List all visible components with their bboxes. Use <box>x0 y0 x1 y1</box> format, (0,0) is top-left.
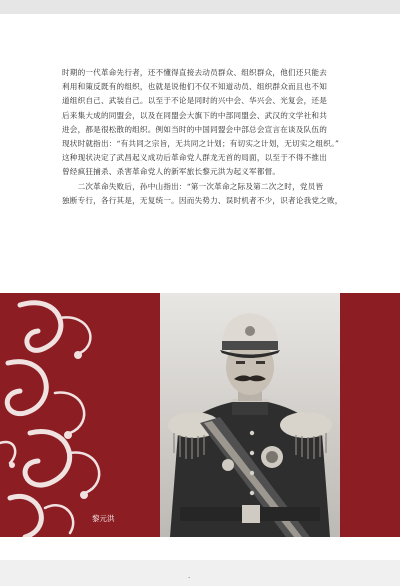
photo-caption: 黎元洪 <box>92 514 115 523</box>
text-line: 道组织自己、武装自己。以至于不论是同时的兴中会、华兴会、光复会，还是 <box>62 96 327 106</box>
text-line: 独断专行，各行其是，无复统一。因而失势力、误时机者不少，识者论我党之败， <box>62 195 343 205</box>
text-line: 时期的一代革命先行者，还不懂得直接去动员群众、组织群众，他们还只能去 <box>62 68 327 77</box>
top-margin-bar <box>0 0 400 14</box>
text-line: 曾经疯狂捕杀、杀害革命党人的新军旅长黎元洪为起义军都督。 <box>62 167 281 177</box>
text-line: 利用和策反既有的组织，也就是说他们不仅不知道动员、组织群众而且也不知 <box>62 82 327 92</box>
page-mark: · <box>188 574 191 582</box>
text-line: 后来集大成的同盟会，以及在同盟会大旗下的中部同盟会、武汉的文学社和共 <box>62 110 327 120</box>
text-line: 进会，都是很松散的组织。例如当时的中国同盟会中部总会宣言在谈及队伍的 <box>62 124 327 134</box>
text-line: 这种现状决定了武昌起义成功后革命党人群龙无首的局面，以至于不得不推出 <box>62 153 327 163</box>
portrait-photo <box>160 293 340 537</box>
bottom-margin-bar <box>0 560 400 586</box>
ornament-swirl <box>0 293 160 537</box>
text-line: 现状时就指出：“有共同之宗旨，无共同之计划；有切实之计划，无切实之组织。” <box>62 139 340 149</box>
body-text <box>62 66 362 208</box>
text-line: 二次革命失败后，孙中山指出：“第一次革命之际及第二次之时，党员皆 <box>62 181 324 191</box>
portrait-illustration <box>160 293 340 537</box>
